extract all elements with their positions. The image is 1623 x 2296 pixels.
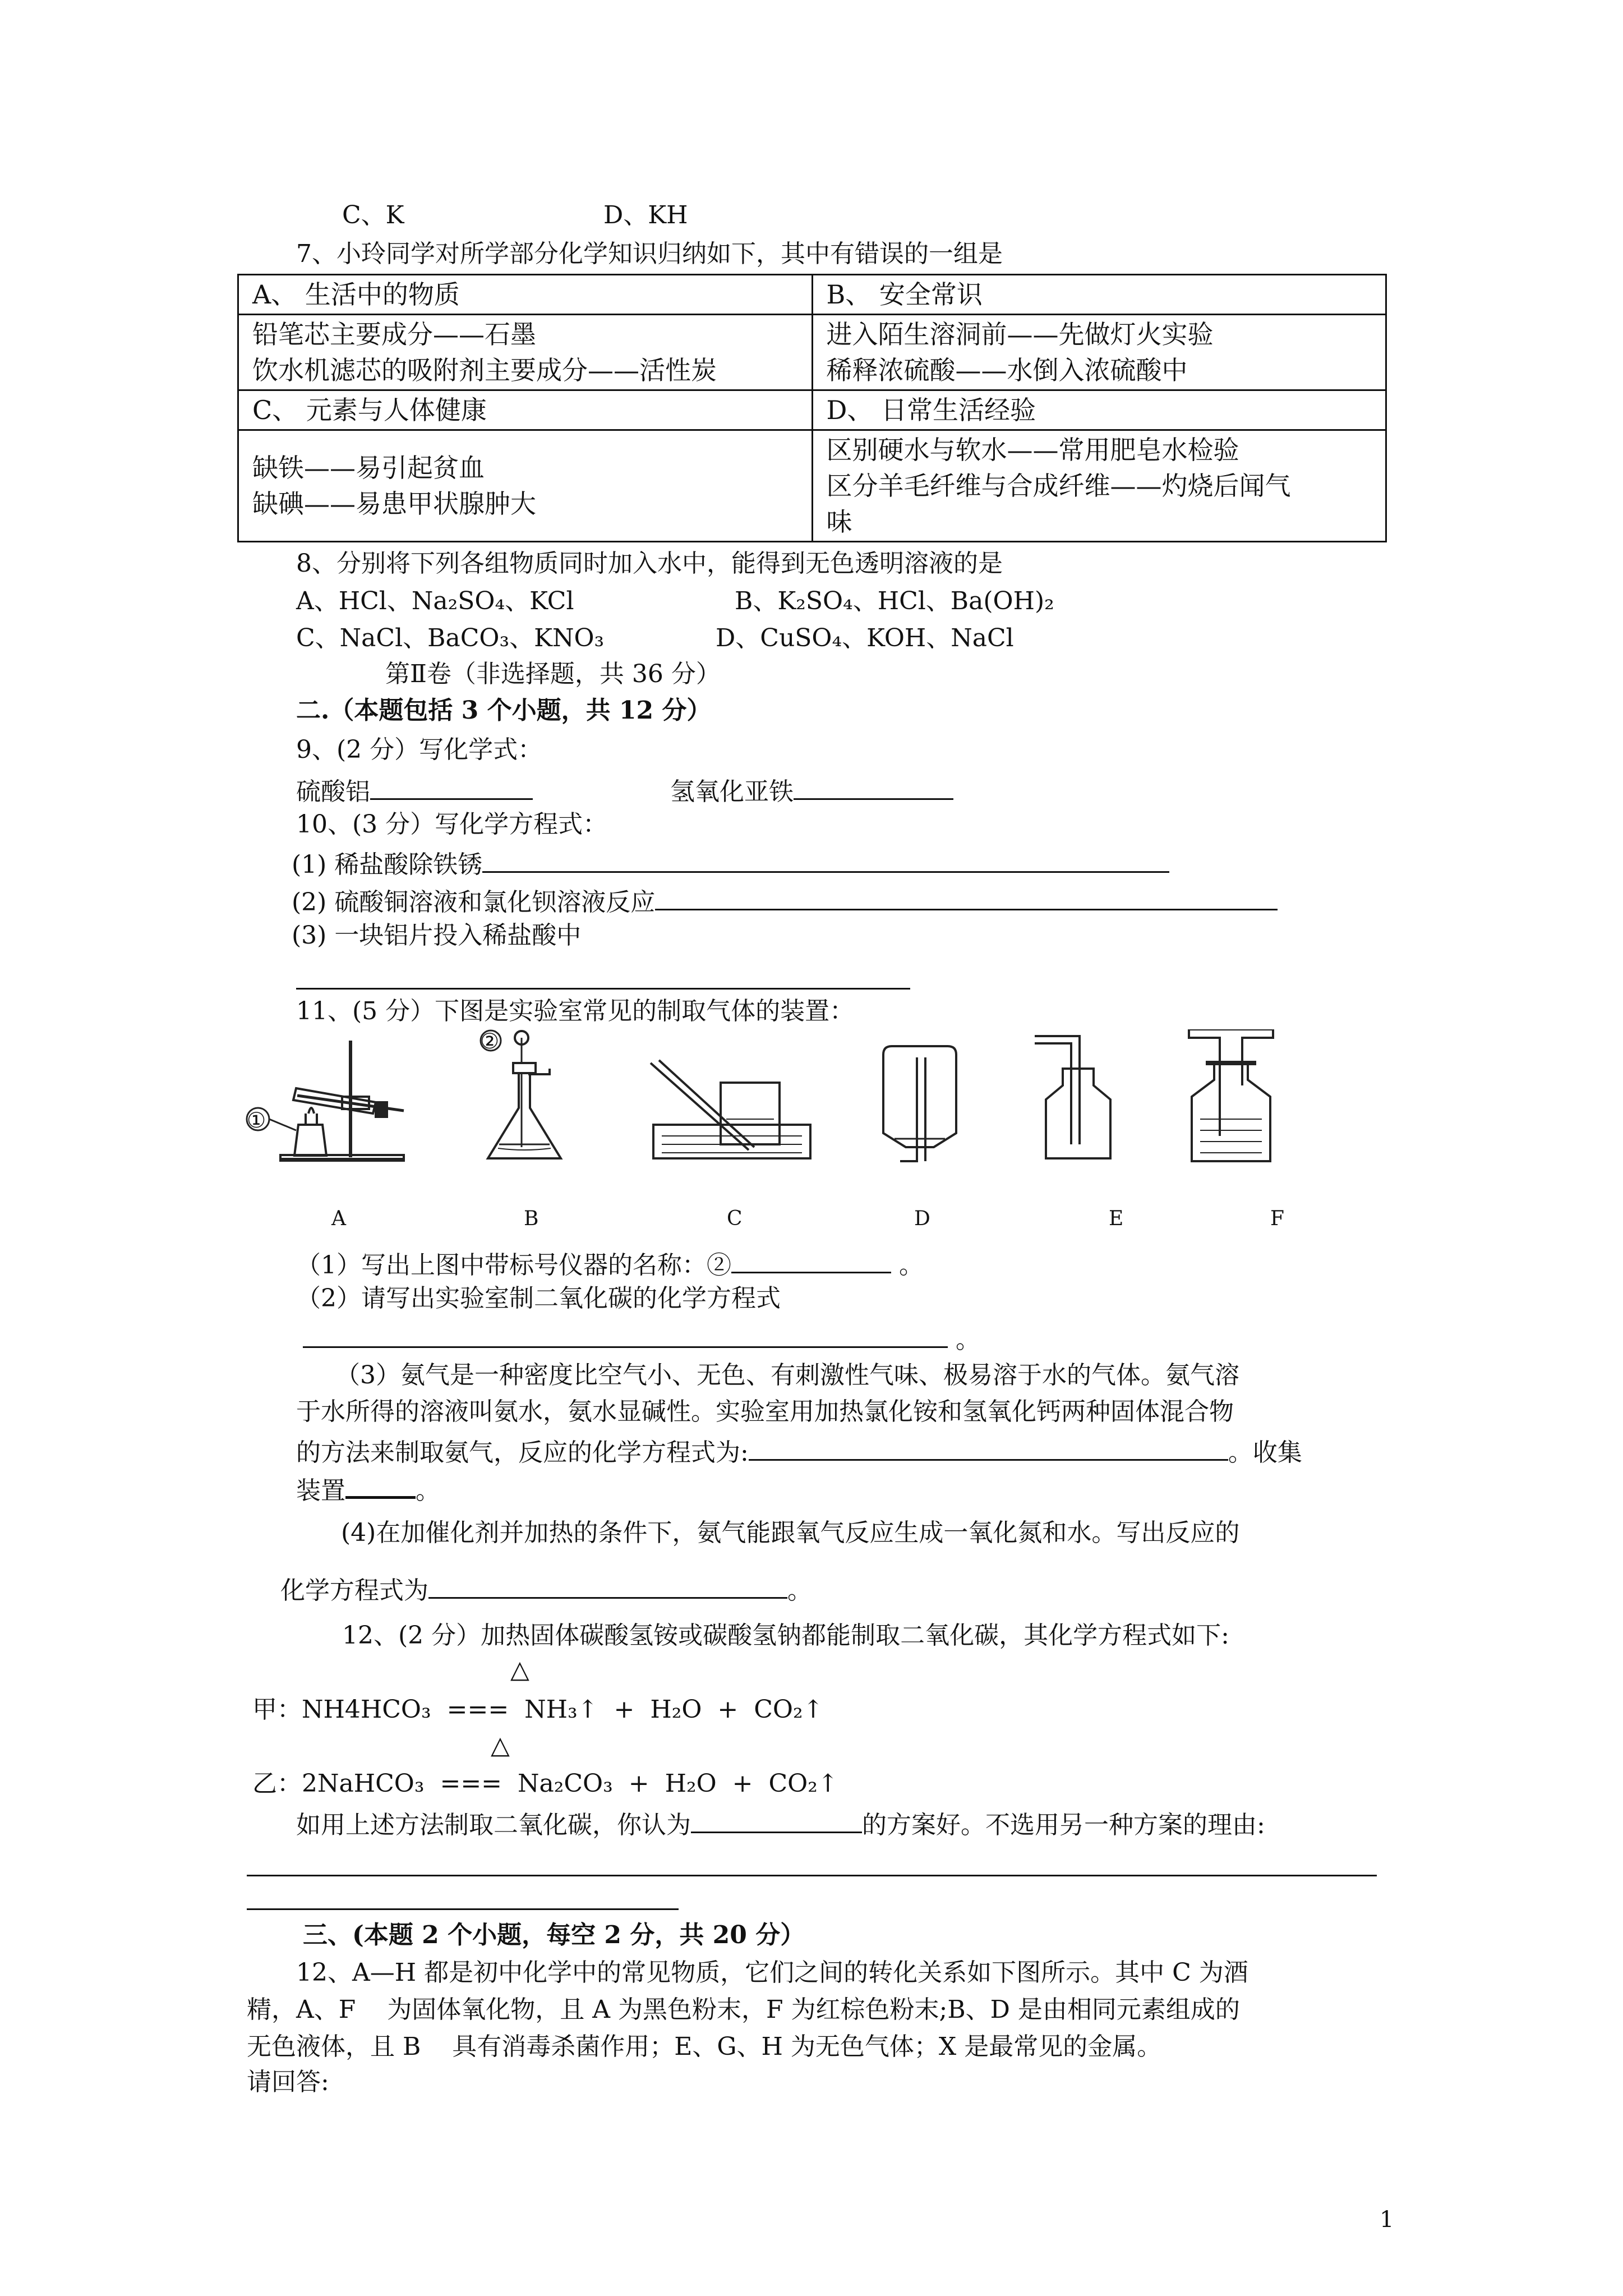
answer-line <box>247 1875 1377 1876</box>
answer-blank <box>482 849 1169 873</box>
cell-b-line: 稀释浓硫酸——水倒入浓硫酸中 <box>826 355 1188 385</box>
apparatus-a-icon <box>247 1041 404 1161</box>
q12b-line3: 无色液体，且 B 具有消毒杀菌作用；E、G、H 为无色气体；X 是最常见的金属。 <box>247 2032 1162 2061</box>
apparatus-e-icon <box>1035 1036 1110 1158</box>
q11-part4-line2: 化学方程式为 。 <box>280 1575 812 1603</box>
q11-part3-line4: 装置 。 <box>296 1474 440 1503</box>
section2-heading: 二.（本题包括 3 个小题，共 12 分） <box>296 696 712 725</box>
answer-blank <box>303 1324 948 1348</box>
q11-part3-line3: 的方法来制取氨气，反应的化学方程式为: 。收集 <box>296 1437 1302 1465</box>
answer-blank <box>345 1474 416 1499</box>
q7-knowledge-table <box>237 274 1387 542</box>
cell-b-body <box>812 315 1386 390</box>
apparatus-label-d: D <box>914 1207 930 1230</box>
q11-part1: （1）写出上图中带标号仪器的名称：② 。 <box>296 1249 924 1278</box>
apparatus-d-icon <box>883 1046 956 1161</box>
q10-item-2: (2) 硫酸铜溶液和氯化钡溶液反应 <box>292 886 1278 915</box>
q9-item-b: 氢氧化亚铁 <box>670 776 953 804</box>
apparatus-label-a: A <box>331 1207 346 1230</box>
q9-stem: 9、(2 分）写化学式： <box>296 735 543 764</box>
answer-blank <box>370 776 533 800</box>
q8-option-d: D、CuSO₄、KOH、NaCl <box>716 624 1014 652</box>
cell-c-head: C、 元素与人体健康 <box>238 390 813 430</box>
q6-option-c: C、K <box>342 201 404 229</box>
q8-option-a: A、HCl、Na₂SO₄、KCl <box>296 587 574 615</box>
cell-c-body <box>238 430 813 542</box>
cell-d-line: 区别硬水与软水——常用肥皂水检验 <box>826 435 1239 465</box>
apparatus-c-icon <box>651 1060 810 1158</box>
q8-stem: 8、分别将下列各组物质同时加入水中，能得到无色透明溶液的是 <box>296 549 1003 578</box>
heat-symbol-2: △ <box>491 1731 510 1760</box>
equation-yi: 乙：2NaHCO₃ === Na₂CO₃ + H₂O + CO₂↑ <box>252 1769 838 1798</box>
q9-item-a: 硫酸铝 <box>296 776 533 804</box>
q12b-line1: 12、A—H 都是初中化学中的常见物质，它们之间的转化关系如下图所示。其中 C 为酒 <box>296 1958 1248 1987</box>
q11-stem: 11、(5 分）下图是实验室常见的制取气体的装置： <box>296 997 855 1025</box>
cell-c-line: 缺铁——易引起贫血 <box>252 453 485 483</box>
q12a-stem: 12、(2 分）加热固体碳酸氢铵或碳酸氢钠都能制取二氧化碳，其化学方程式如下: <box>342 1621 1229 1650</box>
q11-part2: （2）请写出实验室制二氧化碳的化学方程式 <box>296 1284 781 1313</box>
answer-line <box>296 988 910 990</box>
cell-a-body <box>238 315 813 390</box>
cell-b-head: B、 安全常识 <box>812 275 1386 315</box>
q11-part2-answer: 。 <box>303 1324 980 1352</box>
apparatus-label-c: C <box>727 1207 743 1230</box>
heat-symbol-1: △ <box>510 1655 529 1684</box>
equation-jia: 甲：NH4HCO₃ === NH₃↑ + H₂O + CO₂↑ <box>252 1695 824 1724</box>
cell-d-line: 区分羊毛纤维与合成纤维——灼烧后闻气 <box>826 471 1291 501</box>
q11-part3-line2: 于水所得的溶液叫氨水，氨水显碱性。实验室用加热氯化铵和氢氧化钙两种固体混合物 <box>296 1397 1234 1426</box>
apparatus-f-icon <box>1189 1029 1273 1161</box>
apparatus-label-f: F <box>1270 1207 1284 1230</box>
cell-a-head: A、 生活中的物质 <box>238 275 813 315</box>
answer-blank <box>691 1809 862 1833</box>
q10-item-1: (1) 稀盐酸除铁锈 <box>292 849 1169 877</box>
q6-option-d: D、KH <box>603 201 688 229</box>
cell-a-line: 铅笔芯主要成分——石墨 <box>252 319 536 349</box>
part2-title: 第Ⅱ卷（非选择题，共 36 分） <box>385 660 721 688</box>
q12b-line2: 精，A、F 为固体氧化物，且 A 为黑色粉末，F 为红棕色粉末;B、D 是由相同元素组成的 <box>247 1995 1240 2024</box>
q10-item-3: (3) 一块铝片投入稀盐酸中 <box>292 921 582 950</box>
cell-c-line: 缺碘——易患甲状腺肿大 <box>252 489 536 519</box>
cell-d-head: D、 日常生活经验 <box>812 390 1386 430</box>
answer-blank <box>428 1575 787 1599</box>
q7-stem: 7、小玲同学对所学部分化学知识归纳如下，其中有错误的一组是 <box>296 240 1003 268</box>
section-divider <box>247 1908 679 1910</box>
q11-part3-line1: （3）氨气是一种密度比空气小、无色、有刺激性气味、极易溶于水的气体。氨气溶 <box>335 1361 1239 1389</box>
q8-option-b: B、K₂SO₄、HCl、Ba(OH)₂ <box>735 587 1054 615</box>
q12b-line4: 请回答: <box>247 2068 329 2096</box>
instrument-mark-2: ② <box>480 1029 500 1053</box>
q10-stem: 10、(3 分）写化学方程式： <box>296 810 608 839</box>
section3-heading: 三、(本题 2 个小题，每空 2 分，共 20 分） <box>303 1921 805 1949</box>
answer-blank <box>731 1249 891 1273</box>
page-number: 1 <box>1380 2207 1394 2233</box>
apparatus-label-e: E <box>1109 1207 1124 1230</box>
cell-d-line: 味 <box>826 507 852 537</box>
answer-blank <box>749 1437 1228 1461</box>
answer-blank <box>655 886 1278 910</box>
q12a-question: 如用上述方法制取二氧化碳，你认为 的方案好。不选用另一种方案的理由: <box>296 1809 1265 1838</box>
q11-part4-line1: (4)在加催化剂并加热的条件下，氨气能跟氧气反应生成一氧化氮和水。写出反应的 <box>341 1519 1240 1547</box>
answer-blank <box>794 776 953 800</box>
apparatus-label-b: B <box>524 1207 539 1230</box>
cell-a-line: 饮水机滤芯的吸附剂主要成分——活性炭 <box>252 355 717 385</box>
instrument-mark-1: ① <box>247 1108 266 1133</box>
cell-b-line: 进入陌生溶洞前——先做灯火实验 <box>826 319 1214 349</box>
lab-apparatus-figure <box>236 1029 1413 1226</box>
q8-option-c: C、NaCl、BaCO₃、KNO₃ <box>296 624 605 652</box>
cell-d-body <box>812 430 1386 542</box>
